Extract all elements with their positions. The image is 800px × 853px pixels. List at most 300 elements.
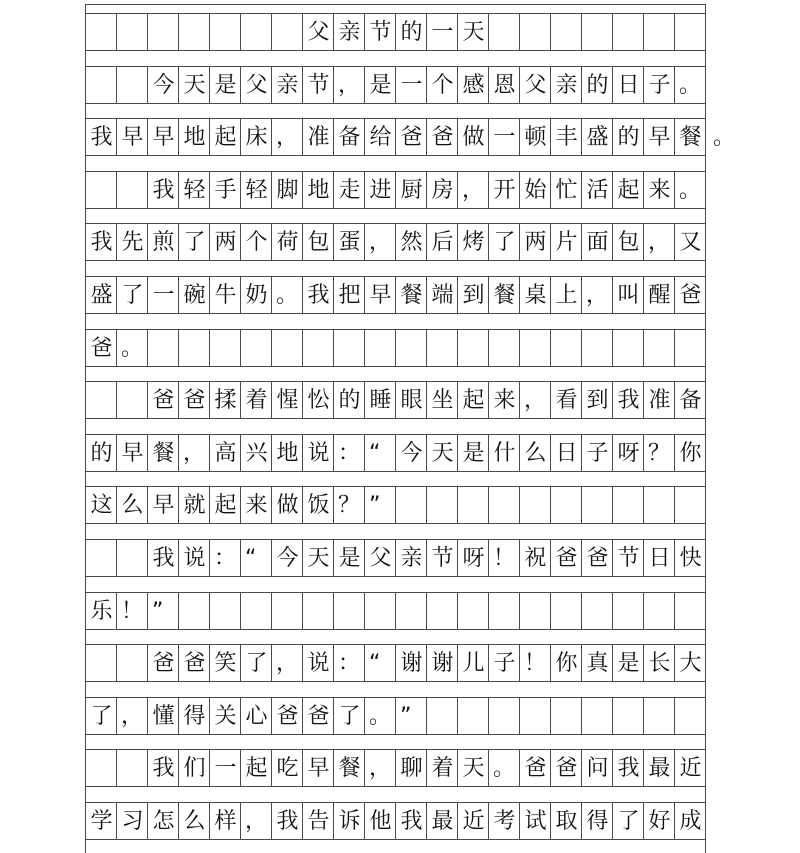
grid-character: 亲 — [276, 72, 299, 98]
grid-character: 着 — [245, 387, 268, 413]
grid-character: 轻 — [245, 177, 268, 203]
grid-character: 蛋 — [338, 229, 361, 255]
grid-character: 今 — [276, 545, 299, 571]
grid-character: 爸 — [90, 335, 113, 361]
grid-cell-divider — [550, 697, 551, 734]
grid-character: 一 — [400, 72, 423, 98]
grid-character: 起 — [214, 124, 237, 150]
grid-character: ， — [369, 229, 392, 255]
grid-cell-divider — [550, 486, 551, 523]
grid-character: ！ — [121, 598, 144, 624]
grid-character: 祝 — [524, 545, 547, 571]
grid-character: 睡 — [369, 387, 392, 413]
grid-character: “ — [369, 650, 381, 676]
grid-character: 我 — [152, 177, 175, 203]
grid-character: 开 — [493, 177, 516, 203]
grid-character: 聊 — [400, 755, 423, 781]
grid-character: 天 — [462, 755, 485, 781]
grid-character: 个 — [245, 229, 268, 255]
grid-character: 走 — [338, 177, 361, 203]
grid-character: 爸 — [183, 650, 206, 676]
grid-character: 是 — [338, 545, 361, 571]
grid-character: 问 — [586, 755, 609, 781]
grid-character: 备 — [679, 387, 702, 413]
grid-cell-divider — [643, 13, 644, 50]
grid-character: 进 — [369, 177, 392, 203]
grid-character: 丰 — [555, 124, 578, 150]
grid-character: ， — [276, 650, 299, 676]
grid-character: 了 — [121, 282, 144, 308]
grid-cell-divider — [116, 381, 117, 418]
grid-character: 说 — [307, 650, 330, 676]
grid-character: 亲 — [555, 72, 578, 98]
grid-character: 着 — [431, 755, 454, 781]
grid-cell-divider — [364, 592, 365, 629]
grid-character: 碗 — [183, 282, 206, 308]
grid-cell-divider — [240, 592, 241, 629]
grid-cell-divider — [519, 13, 520, 50]
grid-character: “ — [245, 545, 257, 571]
grid-character: 看 — [555, 387, 578, 413]
grid-character: 说 — [183, 545, 206, 571]
grid-character: 爸 — [307, 703, 330, 729]
grid-character: 天 — [307, 545, 330, 571]
grid-character: 荷 — [276, 229, 299, 255]
grid-cell-divider — [519, 592, 520, 629]
grid-character: 醒 — [648, 282, 671, 308]
grid-cell-divider — [457, 329, 458, 366]
grid-cell-divider — [426, 486, 427, 523]
grid-character: 做 — [462, 124, 485, 150]
grid-cell-divider — [519, 697, 520, 734]
grid-character: 爸 — [183, 387, 206, 413]
grid-character: 起 — [462, 387, 485, 413]
grid-character: 今 — [400, 440, 423, 466]
grid-cell-divider — [457, 697, 458, 734]
grid-character: 了 — [493, 229, 516, 255]
grid-cell-divider — [581, 13, 582, 50]
grid-character: ！ — [493, 545, 516, 571]
grid-character: 怎 — [152, 808, 175, 834]
grid-cell-divider — [395, 592, 396, 629]
grid-character: 好 — [648, 808, 671, 834]
grid-character: 的 — [586, 72, 609, 98]
grid-character: 我 — [276, 808, 299, 834]
grid-character: 手 — [214, 177, 237, 203]
grid-character: 爸 — [555, 545, 578, 571]
grid-character: 是 — [214, 72, 237, 98]
grid-character: 儿 — [462, 650, 485, 676]
grid-character: ！ — [524, 650, 547, 676]
grid-character: 爸 — [400, 124, 423, 150]
grid-character: 得 — [183, 703, 206, 729]
grid-character: 日 — [617, 72, 640, 98]
grid-character: 谢 — [400, 650, 423, 676]
grid-character: 上 — [555, 282, 578, 308]
grid-cell-divider — [364, 329, 365, 366]
grid-cell-divider — [674, 697, 675, 734]
grid-character: 起 — [617, 177, 640, 203]
grid-character: 亲 — [400, 545, 423, 571]
grid-character: ” — [369, 492, 381, 518]
grid-character: 成 — [679, 808, 702, 834]
grid-character: 把 — [338, 282, 361, 308]
grid-character: 关 — [214, 703, 237, 729]
grid-character: 早 — [369, 282, 392, 308]
grid-cell-divider — [550, 13, 551, 50]
grid-cell-divider — [674, 486, 675, 523]
grid-cell-divider — [209, 592, 210, 629]
grid-cell-divider — [240, 329, 241, 366]
grid-character: ， — [276, 124, 299, 150]
grid-character: 后 — [431, 229, 454, 255]
grid-character: 早 — [152, 492, 175, 518]
grid-character: 包 — [307, 229, 330, 255]
grid-character: 就 — [183, 492, 206, 518]
grid-cell-divider — [643, 592, 644, 629]
grid-character: 牛 — [214, 282, 237, 308]
grid-character: 最 — [648, 755, 671, 781]
grid-character: 子 — [648, 72, 671, 98]
grid-character: 又 — [679, 229, 702, 255]
grid-character: 餐 — [400, 282, 423, 308]
grid-character: 餐 — [152, 440, 175, 466]
grid-cell-divider — [333, 592, 334, 629]
grid-character: 谢 — [431, 650, 454, 676]
grid-character: 。 — [369, 703, 392, 729]
grid-character: ： — [214, 545, 237, 571]
grid-character: 惺 — [276, 387, 299, 413]
grid-character: 奶 — [245, 282, 268, 308]
grid-character: 恩 — [493, 72, 516, 98]
grid-character: 的 — [338, 387, 361, 413]
grid-character: 长 — [648, 650, 671, 676]
grid-character: 做 — [276, 492, 299, 518]
grid-character: 备 — [338, 124, 361, 150]
grid-cell-divider — [209, 329, 210, 366]
grid-cell-divider — [116, 13, 117, 50]
grid-character: 吃 — [276, 755, 299, 781]
grid-character: ， — [524, 387, 547, 413]
grid-character: 节 — [431, 545, 454, 571]
grid-character: 地 — [276, 440, 299, 466]
grid-character: 地 — [307, 177, 330, 203]
grid-character: 最 — [431, 808, 454, 834]
grid-character: 节 — [617, 545, 640, 571]
grid-character: 是 — [617, 650, 640, 676]
grid-character: 天 — [431, 440, 454, 466]
grid-cell-divider — [674, 13, 675, 50]
grid-character: 到 — [586, 387, 609, 413]
grid-character: 日 — [648, 545, 671, 571]
grid-character: 我 — [617, 755, 640, 781]
grid-character: 天 — [462, 19, 485, 45]
grid-character: 准 — [648, 387, 671, 413]
grid-cell-divider — [116, 749, 117, 786]
grid-character: 。 — [121, 335, 144, 361]
grid-character: 我 — [617, 387, 640, 413]
grid-character: 盛 — [586, 124, 609, 150]
grid-character: ” — [400, 703, 412, 729]
grid-cell-divider — [674, 592, 675, 629]
grid-character: 脚 — [276, 177, 299, 203]
grid-character: 兴 — [245, 440, 268, 466]
grid-cell-divider — [612, 592, 613, 629]
grid-cell-divider — [488, 592, 489, 629]
grid-character: ， — [121, 703, 144, 729]
grid-cell-divider — [674, 329, 675, 366]
grid-character: 了 — [90, 703, 113, 729]
grid-character: ？ — [648, 440, 671, 466]
grid-row-bottom-line — [85, 366, 705, 367]
grid-character: 一 — [214, 755, 237, 781]
grid-character: 叫 — [617, 282, 640, 308]
grid-character: 然 — [400, 229, 423, 255]
grid-character: 节 — [369, 19, 392, 45]
grid-character: 天 — [183, 72, 206, 98]
grid-character: 忪 — [307, 387, 330, 413]
grid-character: 来 — [648, 177, 671, 203]
grid-character: 一 — [493, 124, 516, 150]
grid-character: 快 — [679, 545, 702, 571]
grid-character: 他 — [369, 808, 392, 834]
grid-character: 学 — [90, 808, 113, 834]
grid-character: 什 — [493, 440, 516, 466]
grid-character: 呀 — [617, 440, 640, 466]
grid-character: 么 — [524, 440, 547, 466]
grid-character: 习 — [121, 808, 144, 834]
grid-character: 爸 — [152, 387, 175, 413]
grid-cell-divider — [519, 486, 520, 523]
grid-cell-divider — [240, 13, 241, 50]
grid-character: 始 — [524, 177, 547, 203]
grid-character: 先 — [121, 229, 144, 255]
grid-character: 揉 — [214, 387, 237, 413]
grid-character: 个 — [431, 72, 454, 98]
grid-character: 们 — [183, 755, 206, 781]
grid-cell-divider — [271, 13, 272, 50]
grid-character: 餐 — [679, 124, 702, 150]
grid-character: 忙 — [555, 177, 578, 203]
grid-character: 是 — [462, 440, 485, 466]
grid-character: 来 — [245, 492, 268, 518]
grid-character: 。 — [679, 72, 702, 98]
grid-character: 笑 — [214, 650, 237, 676]
grid-character: ？ — [338, 492, 361, 518]
grid-character: 亲 — [338, 19, 361, 45]
grid-character: 是 — [369, 72, 392, 98]
grid-character: 早 — [307, 755, 330, 781]
grid-character: 早 — [121, 124, 144, 150]
grid-cell-divider — [426, 592, 427, 629]
grid-cell-divider — [457, 592, 458, 629]
grid-character: 感 — [462, 72, 485, 98]
grid-character: 早 — [648, 124, 671, 150]
grid-cell-divider — [178, 329, 179, 366]
grid-character: 我 — [152, 755, 175, 781]
grid-character: 试 — [524, 808, 547, 834]
grid-character: 真 — [586, 650, 609, 676]
grid-character: 了 — [183, 229, 206, 255]
grid-character: ， — [338, 72, 361, 98]
grid-cell-divider — [116, 644, 117, 681]
grid-cell-divider — [581, 329, 582, 366]
grid-character: 爸 — [152, 650, 175, 676]
grid-character: 爸 — [431, 124, 454, 150]
grid-character: 的 — [617, 124, 640, 150]
grid-character: 给 — [369, 124, 392, 150]
grid-character: 大 — [679, 650, 702, 676]
grid-cell-divider — [457, 486, 458, 523]
grid-character: 呀 — [462, 545, 485, 571]
grid-character: 诉 — [338, 808, 361, 834]
grid-character: 活 — [586, 177, 609, 203]
grid-character: 爸 — [586, 545, 609, 571]
grid-character: 餐 — [338, 755, 361, 781]
grid-character: ” — [152, 598, 164, 624]
grid-cell-divider — [581, 592, 582, 629]
grid-character: 父 — [524, 72, 547, 98]
grid-top-border — [85, 4, 706, 5]
grid-character: 一 — [431, 19, 454, 45]
grid-character: ， — [369, 755, 392, 781]
grid-character: 两 — [524, 229, 547, 255]
grid-character: 桌 — [524, 282, 547, 308]
grid-character: 日 — [555, 440, 578, 466]
grid-cell-divider — [116, 171, 117, 208]
grid-character: 。 — [713, 124, 736, 150]
grid-character: 得 — [586, 808, 609, 834]
grid-cell-divider — [209, 13, 210, 50]
grid-character: ， — [183, 440, 206, 466]
grid-cell-divider — [116, 66, 117, 103]
grid-character: 你 — [555, 650, 578, 676]
grid-character: ： — [338, 440, 361, 466]
grid-character: 准 — [307, 124, 330, 150]
grid-character: 的 — [90, 440, 113, 466]
grid-character: 爸 — [276, 703, 299, 729]
grid-character: 顿 — [524, 124, 547, 150]
grid-cell-divider — [488, 697, 489, 734]
grid-cell-divider — [643, 697, 644, 734]
grid-character: 了 — [338, 703, 361, 729]
grid-character: 考 — [493, 808, 516, 834]
grid-cell-divider — [581, 697, 582, 734]
grid-character: 懂 — [152, 703, 175, 729]
grid-cell-divider — [395, 329, 396, 366]
grid-cell-divider — [612, 486, 613, 523]
grid-character: 爸 — [555, 755, 578, 781]
grid-character: 的 — [400, 19, 423, 45]
grid-character: 端 — [431, 282, 454, 308]
grid-cell-divider — [147, 13, 148, 50]
grid-character: 面 — [586, 229, 609, 255]
grid-character: 乐 — [90, 598, 113, 624]
grid-character: 爸 — [679, 282, 702, 308]
grid-character: 心 — [245, 703, 268, 729]
grid-character: 近 — [679, 755, 702, 781]
grid-cell-divider — [612, 697, 613, 734]
grid-character: 。 — [493, 755, 516, 781]
grid-character: 我 — [152, 545, 175, 571]
grid-character: 片 — [555, 229, 578, 255]
grid-cell-divider — [333, 329, 334, 366]
grid-character: 两 — [214, 229, 237, 255]
grid-character: 一 — [152, 282, 175, 308]
grid-character: 眼 — [400, 387, 423, 413]
grid-character: 起 — [245, 755, 268, 781]
grid-character: 我 — [400, 808, 423, 834]
grid-character: ， — [586, 282, 609, 308]
grid-character: 煎 — [152, 229, 175, 255]
grid-cell-divider — [271, 329, 272, 366]
grid-character: 轻 — [183, 177, 206, 203]
grid-character: 我 — [90, 229, 113, 255]
grid-character: 父 — [307, 19, 330, 45]
grid-character: ， — [245, 808, 268, 834]
grid-character: 告 — [307, 808, 330, 834]
grid-character: 今 — [152, 72, 175, 98]
grid-cell-divider — [302, 329, 303, 366]
grid-character: 起 — [214, 492, 237, 518]
grid-character: 房 — [431, 177, 454, 203]
grid-cell-divider — [550, 329, 551, 366]
grid-character: 近 — [462, 808, 485, 834]
grid-cell-divider — [178, 13, 179, 50]
grid-character: 么 — [121, 492, 144, 518]
grid-cell-divider — [612, 13, 613, 50]
grid-cell-divider — [488, 329, 489, 366]
grid-character: 来 — [493, 387, 516, 413]
grid-character: 了 — [617, 808, 640, 834]
grid-character: 厨 — [400, 177, 423, 203]
grid-character: 子 — [586, 440, 609, 466]
grid-character: ， — [648, 229, 671, 255]
grid-character: 么 — [183, 808, 206, 834]
grid-character: 坐 — [431, 387, 454, 413]
grid-character: 包 — [617, 229, 640, 255]
grid-character: 早 — [152, 124, 175, 150]
grid-character: 了 — [245, 650, 268, 676]
grid-character: 子 — [493, 650, 516, 676]
grid-cell-divider — [488, 486, 489, 523]
grid-cell-divider — [271, 592, 272, 629]
grid-character: 饭 — [307, 492, 330, 518]
grid-character: 早 — [121, 440, 144, 466]
grid-character: 烤 — [462, 229, 485, 255]
grid-cell-divider — [550, 592, 551, 629]
grid-character: 节 — [307, 72, 330, 98]
grid-character: 盛 — [90, 282, 113, 308]
grid-character: 。 — [679, 177, 702, 203]
grid-cell-divider — [643, 329, 644, 366]
grid-character: 我 — [90, 124, 113, 150]
grid-cell-divider — [581, 486, 582, 523]
grid-character: 你 — [679, 440, 702, 466]
grid-character: 地 — [183, 124, 206, 150]
grid-cell-divider — [612, 329, 613, 366]
grid-character: 高 — [214, 440, 237, 466]
grid-character: 我 — [307, 282, 330, 308]
grid-cell-divider — [116, 539, 117, 576]
grid-character: ， — [462, 177, 485, 203]
grid-character: 床 — [245, 124, 268, 150]
grid-character: 爸 — [524, 755, 547, 781]
grid-character: ： — [338, 650, 361, 676]
grid-cell-divider — [519, 329, 520, 366]
grid-character: 餐 — [493, 282, 516, 308]
grid-character: 取 — [555, 808, 578, 834]
